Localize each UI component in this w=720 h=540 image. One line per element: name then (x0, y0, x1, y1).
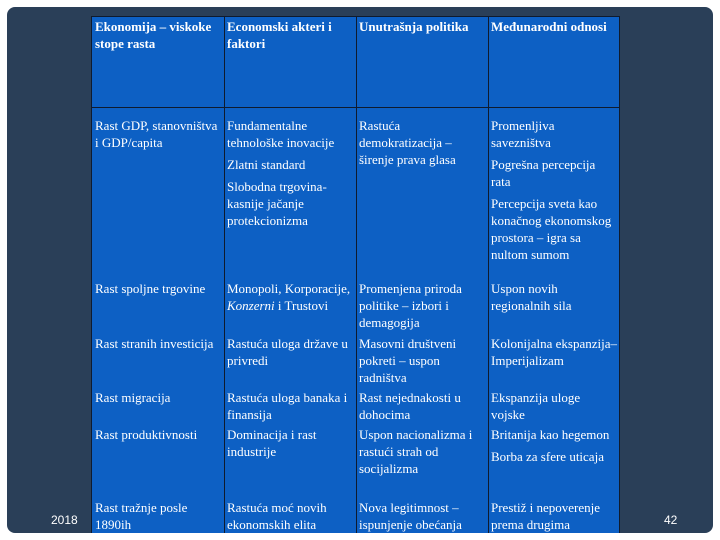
cell-text: Dominacija i rast industrije (227, 427, 317, 459)
cell-text: Pogrešna percepcija rata (491, 157, 596, 189)
table-cell (92, 117, 224, 151)
cell-text: Rast migracija (95, 390, 171, 405)
cell-text: i Trustovi (274, 298, 329, 313)
table-cell (356, 117, 488, 168)
cell-text: Rastuća moć novih ekonomskih elita (227, 500, 327, 532)
slide-page-number: 42 (664, 513, 678, 527)
cell-text: Rastuća uloga banaka i finansija (227, 390, 348, 422)
cell-text: Rastuća demokratizacija – širenje prava glasa (359, 118, 456, 167)
cell-text: Uspon novih regionalnih sila (491, 281, 572, 313)
header-medjunarodni-odnosi (488, 18, 620, 35)
table-cell (224, 117, 356, 229)
table-cell (92, 499, 224, 533)
header-unutrasnja-politika (356, 18, 488, 35)
slide-background (7, 7, 713, 533)
cell-text: Prestiž i nepoverenje prema drugima (491, 500, 601, 532)
table-cell (224, 335, 356, 369)
table-cell (224, 389, 356, 423)
cell-text: Uspon nacionalizma i rastući strah od socijalizma (359, 427, 473, 476)
header-label: Unutrašnja politika (359, 19, 469, 34)
cell-text-italic: Konzerni (227, 298, 275, 313)
cell-text: Borba za sfere uticaja (491, 449, 604, 464)
table-cell (488, 499, 620, 533)
table-cell (488, 426, 620, 465)
cell-text: Percepcija sveta kao konačnog ekonomskog prostora – igra sa nultom sumom (491, 196, 612, 262)
table-cell (92, 389, 224, 406)
table-cell (92, 280, 224, 297)
table-cell (356, 335, 488, 386)
cell-text: Rast spoljne trgovine (95, 281, 206, 296)
table-cell (488, 117, 620, 263)
cell-text: Ekspanzija uloge vojske (491, 390, 581, 422)
cell-text: Rast tražnje posle 1890ih (95, 500, 188, 532)
cell-text: Rast GDP, stanovništva i GDP/capita (95, 118, 218, 150)
cell-text: Nova legitimnost – ispunjenje obećanja (359, 500, 462, 532)
header-label: Economski akteri i faktori (227, 19, 332, 51)
table-cell (92, 335, 224, 352)
cell-text: Promenjena priroda politike – izbori i demagogija (359, 281, 462, 330)
cell-text (227, 297, 353, 314)
table-cell (92, 426, 224, 443)
comparison-table (91, 16, 620, 533)
table-cell (488, 335, 620, 369)
header-label: Ekonomija – viskoke stope rasta (95, 19, 212, 51)
cell-text: Kolonijalna ekspanzija– Imperijalizam (491, 336, 617, 368)
table-cell (356, 426, 488, 477)
cell-text: Zlatni standard (227, 157, 306, 172)
cell-text: Monopoli, Korporacije, (227, 281, 351, 296)
slide-year: 2018 (51, 513, 78, 527)
table-cell (488, 280, 620, 314)
table-cell (488, 389, 620, 423)
header-ekonomija (92, 18, 224, 52)
cell-text: Rast nejednakosti u dohocima (359, 390, 461, 422)
cell-text: Fundamentalne tehnološke inovacije (227, 118, 335, 150)
cell-text: Rastuća uloga države u privredi (227, 336, 348, 368)
header-ekonomski-akteri (224, 18, 356, 52)
cell-text: Britanija kao hegemon (491, 427, 610, 442)
cell-text: Slobodna trgovina- kasnije jačanje protekcionizma (227, 179, 327, 228)
cell-text: Rast produktivnosti (95, 427, 198, 442)
table-cell (356, 280, 488, 331)
table-cell (356, 499, 488, 533)
table-cell (224, 280, 356, 314)
cell-text: Masovni društveni pokreti – uspon radništva (359, 336, 457, 385)
cell-text: Promenljiva savezništva (491, 118, 555, 150)
table-cell (356, 389, 488, 423)
header-label: Međunarodni odnosi (491, 19, 607, 34)
table-cell (224, 499, 356, 533)
cell-text: Rast stranih investicija (95, 336, 214, 351)
table-cell (224, 426, 356, 460)
